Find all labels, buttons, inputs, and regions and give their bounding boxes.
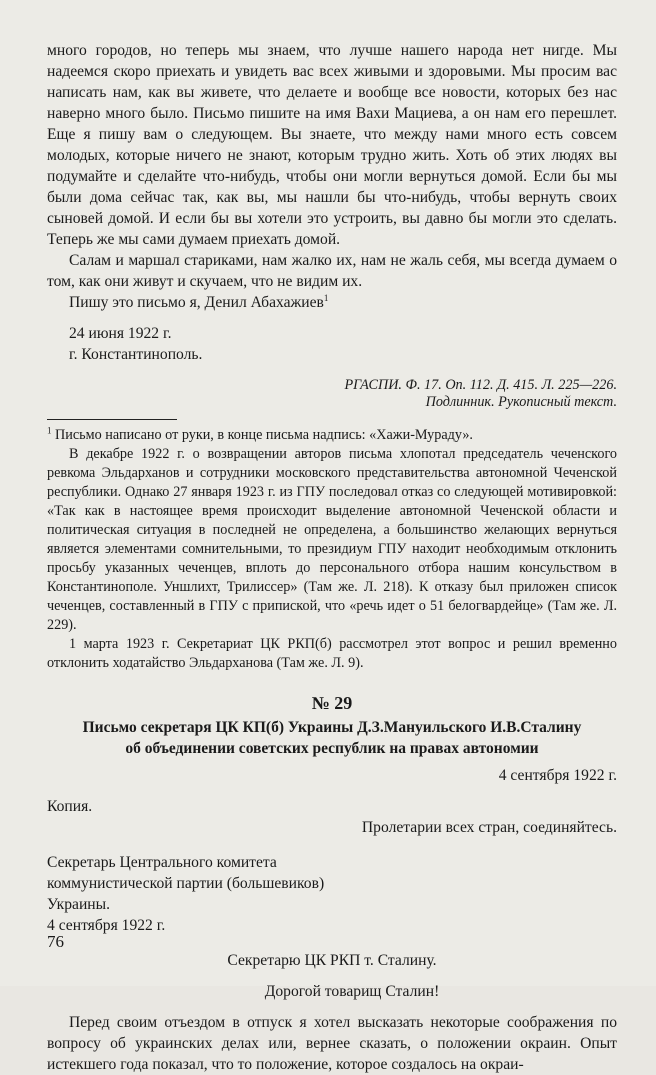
sender-line: Секретарь Центрального комитета <box>47 854 277 871</box>
document-number: № 29 <box>311 693 353 713</box>
page-number: 76 <box>47 932 64 951</box>
sender-line: Украины. <box>47 896 111 913</box>
archive-reference: РГАСПИ. Ф. 17. Оп. 112. Д. 415. Л. 225—226. <box>344 377 617 393</box>
footnote-line <box>47 426 617 445</box>
footnote-mark: 1 <box>47 425 52 436</box>
footnote-ref: 1 <box>323 292 329 303</box>
footnote-paragraph: В декабре 1922 г. о возвращении авторов письма хлопотал председатель чеченского ревкома Эльдарханов и сотрудники московского представительства автономной Чеченской республики. Однако 27 января 1923 г. из ГПУ последовал отказ со следующей мотивировкой: «Так как в настоящее время происходит выделение автономной Чеченской области и политическая ситуация в последней не определена, а большинство желающих вернуться является элементами сомнительными, то президиум ГПУ находит необходимым отклонить просьбу указанных чеченцев, вплоть до персонального отбора нашим консульством в Константинополе. Уншлихт, Трилиссер» (Там же. Л. 218). К отказу был приложен список чеченцев, составленный в ГПУ с припиской, что «речь идет о 51 белогвардейце» (Там же. Л. 229). <box>47 446 617 633</box>
slogan: Пролетарии всех стран, соединяйтесь. <box>361 819 617 836</box>
sender-date: 4 сентября 1922 г. <box>47 917 166 934</box>
page-content <box>47 40 617 1075</box>
document-title: об объединении советских республик на правах автономии <box>125 740 539 757</box>
letter-date: 24 июня 1922 г. <box>69 325 172 342</box>
document-title: Письмо секретаря ЦК КП(б) Украины Д.З.Мануильского И.В.Сталину <box>82 719 582 736</box>
letter-paragraph: Салам и маршал стариками, нам жалко их, нам не жаль себя, мы всегда думаем о том, как они живут и скучаем, что не видим их. <box>47 252 617 290</box>
letter-signature <box>47 292 617 313</box>
letter-place: г. Константинополь. <box>69 346 203 363</box>
document-date: 4 сентября 1922 г. <box>498 767 617 784</box>
archive-note: Подлинник. Рукописный текст. <box>425 394 617 410</box>
salutation: Дорогой товарищ Сталин! <box>264 983 440 1000</box>
footnote-divider <box>47 419 177 420</box>
footnote-text: Письмо написано от руки, в конце письма надпись: «Хажи-Мураду». <box>51 427 473 443</box>
addressee: Секретарю ЦК РКП т. Сталину. <box>227 952 437 969</box>
footnote-paragraph: 1 марта 1923 г. Секретариат ЦК РКП(б) рассмотрел этот вопрос и решил временно отклонить ходатайство Эльдарханова (Там же. Л. 9). <box>47 636 617 671</box>
body-paragraph: Перед своим отъездом в отпуск я хотел высказать некоторые соображения по вопросу об украинских делах или, вернее сказать, о положении окраин. Опыт истекшего года показал, что то положение, которое создалось на окраи- <box>47 1014 617 1073</box>
letter-signature-text: Пишу это письмо я, Денил Абахажиев <box>69 294 324 311</box>
letter-paragraph: много городов, но теперь мы знаем, что лучше нашего народа нет нигде. Мы надеемся скоро приехать и увидеть вас всех живыми и здоровыми. Мы просим вас написать нам, как вы живете, что делаете и вообще все новости, которых без нас наверно много было. Письмо пишите на имя Вахи Мациева, а он нам его перешлет. Еще я пишу вам о следующем. Вы знаете, что между нами много есть совсем молодых, которые ничего не знают, которым трудно жить. Хоть об этих людях вы подумайте и сделайте что-нибудь, чтобы они могли вернуться домой. Если бы мы были дома сейчас так, как вы, мы нашли бы что-нибудь, чтобы вернуть своих сыновей домой. И если бы вы хотели это устроить, вы давно бы могли это сделать. Теперь же мы сами думаем приехать домой. <box>47 42 617 248</box>
copy-label: Копия. <box>47 798 93 815</box>
sender-line: коммунистической партии (большевиков) <box>47 875 325 892</box>
